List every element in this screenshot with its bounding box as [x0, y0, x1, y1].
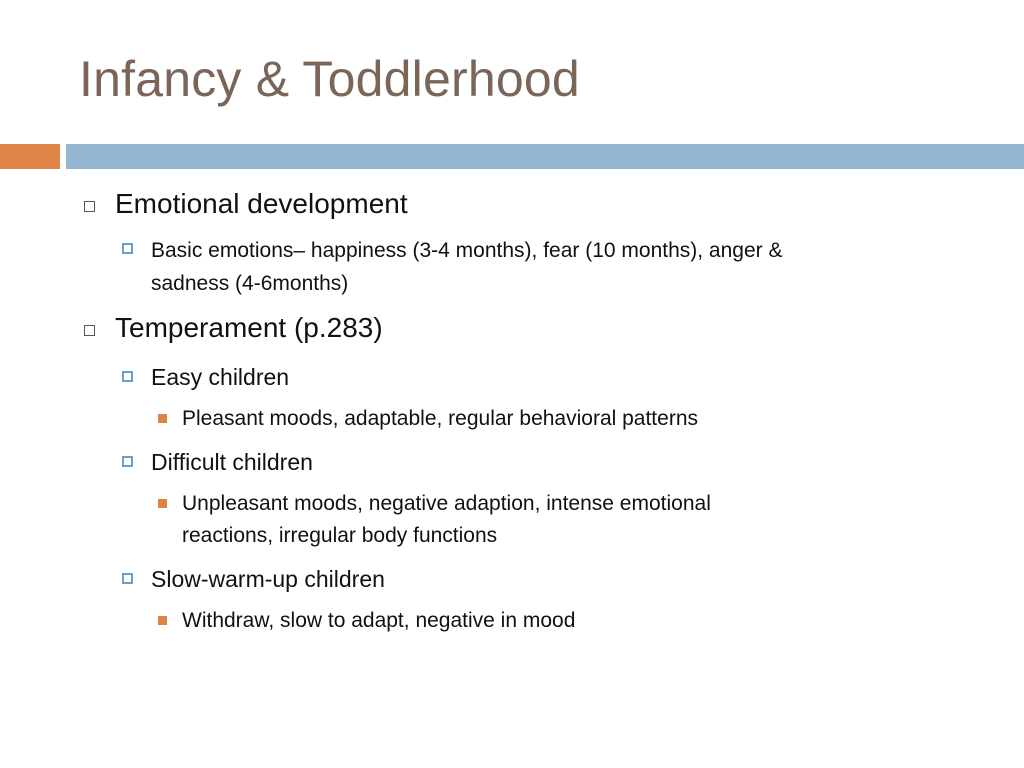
- bullet-emotional-development: Emotional development: [115, 188, 408, 219]
- bullet-easy-children: Easy children: [151, 364, 290, 390]
- bullet-temperament: Temperament (p.283): [115, 312, 383, 343]
- bullet-difficult-children: Difficult children: [151, 449, 313, 475]
- bullet-basic-emotions-line-1: Basic emotions– happiness (3-4 months), fear (10 months), anger &: [151, 239, 783, 262]
- bullet-easy-children-detail: Pleasant moods, adaptable, regular behavioral patterns: [182, 407, 698, 430]
- bullet-difficult-children-detail-line-2: reactions, irregular body functions: [182, 524, 498, 547]
- filled-square-bullet-icon: [158, 414, 167, 423]
- bullet-basic-emotions-line-2: sadness (4-6months): [151, 272, 349, 295]
- framed-square-bullet-icon: [122, 573, 133, 584]
- framed-square-bullet-icon: [122, 456, 133, 467]
- framed-square-bullet-icon: [122, 371, 133, 382]
- hollow-square-bullet-icon: [84, 201, 95, 212]
- hollow-square-bullet-icon: [84, 325, 95, 336]
- bullet-slow-warm-up-detail: Withdraw, slow to adapt, negative in mood: [182, 609, 576, 632]
- filled-square-bullet-icon: [158, 499, 167, 508]
- bullet-difficult-children-detail-line-1: Unpleasant moods, negative adaption, intense emotional: [182, 492, 711, 515]
- slide-title: Infancy & Toddlerhood: [79, 51, 580, 107]
- bullet-slow-warm-up-children: Slow-warm-up children: [151, 566, 385, 592]
- framed-square-bullet-icon: [122, 243, 133, 254]
- filled-square-bullet-icon: [158, 616, 167, 625]
